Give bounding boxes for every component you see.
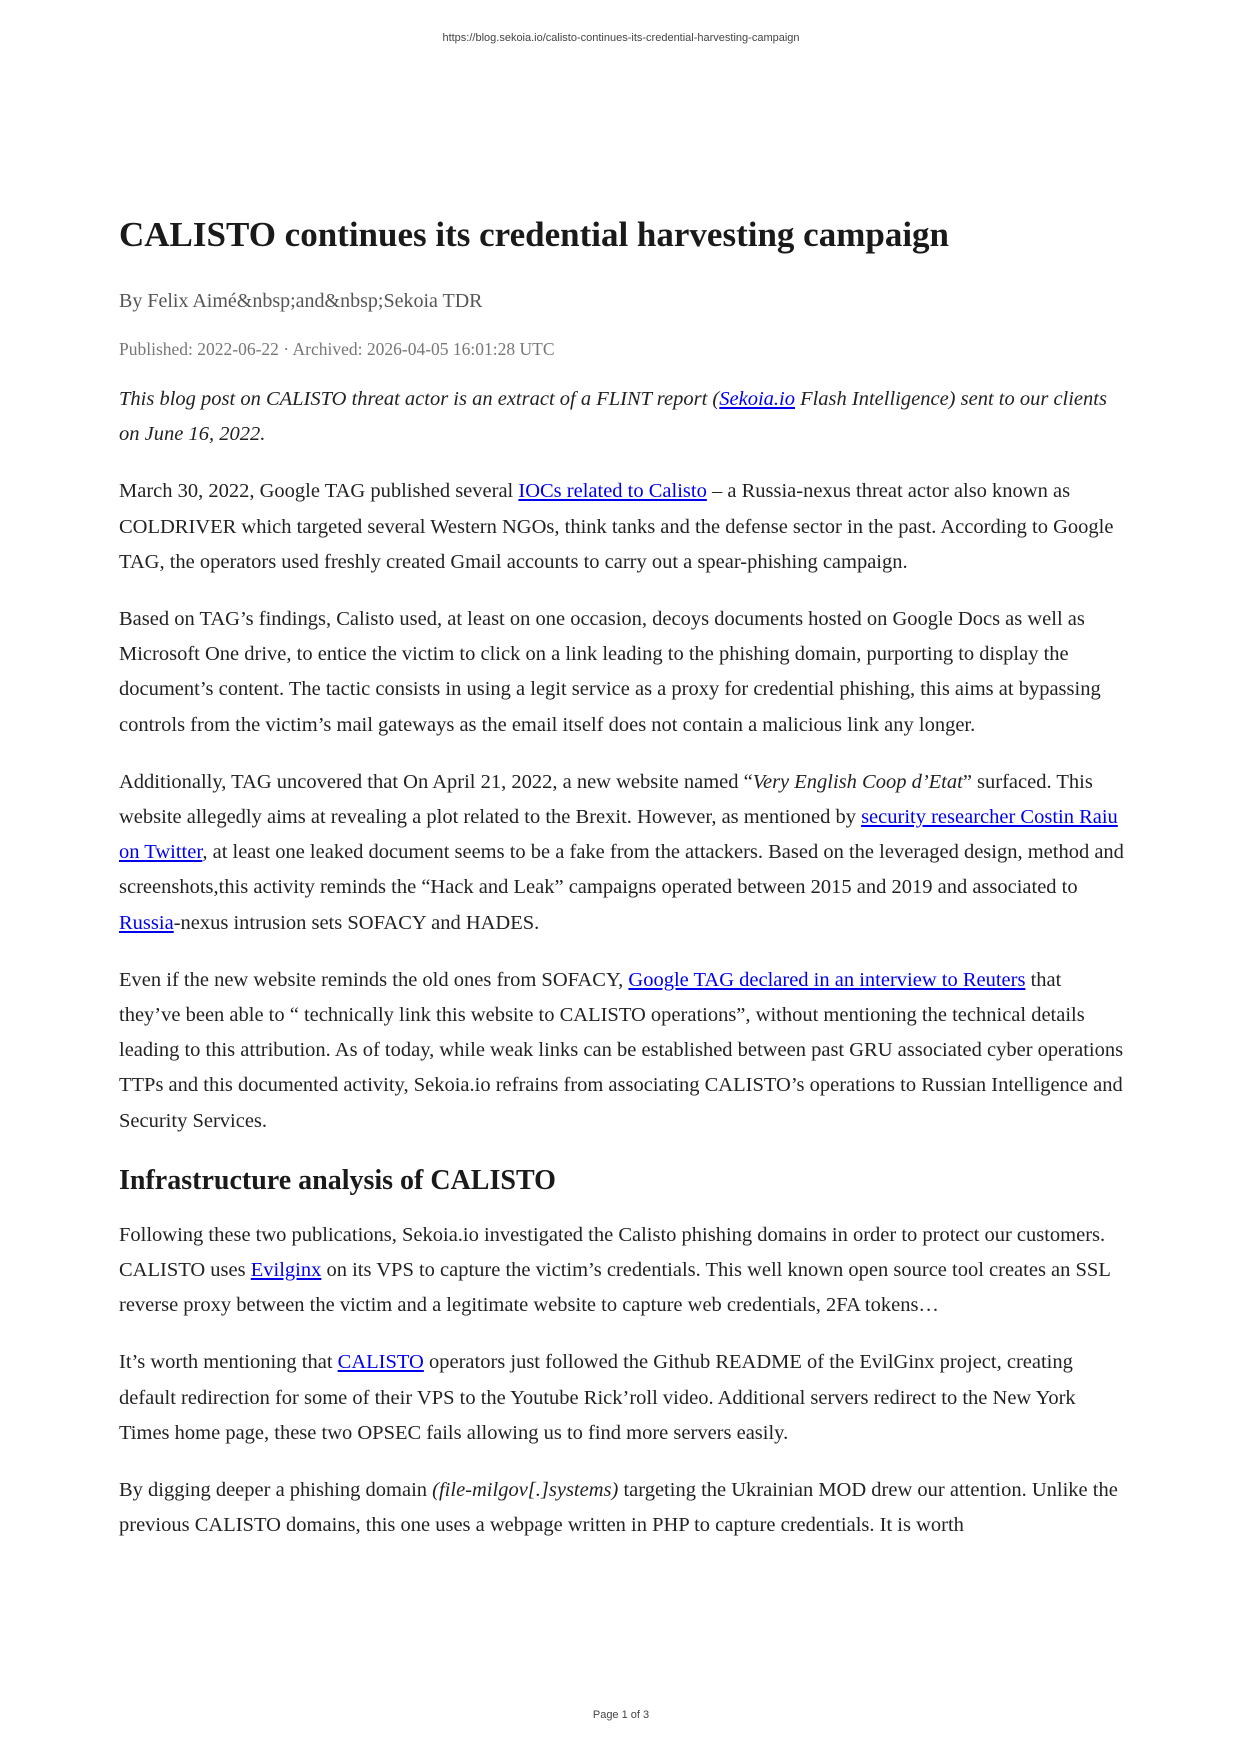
text-segment: Additionally, TAG uncovered that On April 21, 2022, a new website named “ bbox=[119, 770, 753, 793]
text-segment: targeting the Ukrainian MOD drew our attention. Unlike the previous CALISTO domains, this one uses a webpage written in PHP to capture credentials. It is worth bbox=[119, 1479, 1118, 1537]
text-segment: Flash Intelligence) sent to our clients on June 16, 2022. bbox=[119, 388, 1107, 446]
publish-date: Published: 2022-06-22 · Archived: 2026-04-05 16:01:28 UTC bbox=[119, 339, 555, 359]
text-segment: March 30, 2022, Google TAG published several bbox=[119, 480, 519, 503]
text-segment: on its VPS to capture the victim’s credentials. This well known open source tool creates an SSL reverse proxy between the victim and a legitimate website to capture web credentials, 2FA tokens… bbox=[119, 1259, 1111, 1317]
text-segment: Even if the new website reminds the old ones from SOFACY, bbox=[119, 968, 629, 991]
article bbox=[119, 212, 1124, 1565]
text-segment: Following these two publications, Sekoia.io investigated the Calisto phishing domains in order to protect our customers. CALISTO uses bbox=[119, 1223, 1106, 1282]
text-segment: ” surfaced. This website allegedly aims at revealing a plot related to the Brexit. However, as mentioned by bbox=[119, 770, 1093, 829]
paragraph bbox=[119, 602, 1124, 743]
inline-link[interactable]: Russia bbox=[119, 911, 174, 934]
page-number: Page 1 of 3 bbox=[592, 1709, 650, 1721]
text-segment: Very English Coop d’Etat bbox=[752, 770, 963, 793]
paragraph bbox=[119, 765, 1124, 941]
paragraph bbox=[119, 382, 1124, 452]
article-body bbox=[119, 382, 1124, 1543]
text-segment: It’s worth mentioning that bbox=[119, 1351, 338, 1374]
inline-link[interactable]: Evilginx bbox=[250, 1259, 322, 1282]
text-segment: Infrastructure analysis of CALISTO bbox=[119, 1164, 556, 1196]
text-segment: By digging deeper a phishing domain bbox=[119, 1479, 433, 1502]
text-segment: -nexus intrusion sets SOFACY and HADES. bbox=[173, 911, 540, 934]
paragraph bbox=[119, 474, 1124, 580]
inline-link[interactable]: IOCs related to Calisto bbox=[518, 480, 707, 503]
text-segment: This blog post on CALISTO threat actor is an extract of a FLINT report ( bbox=[119, 388, 720, 410]
inline-link[interactable]: Sekoia.io bbox=[719, 388, 795, 410]
text-segment: , at least one leaked document seems to be a fake from the attackers. Based on the leveraged design, method and screenshots,this activity reminds the “Hack and Leak” campaigns operated between 2015 and 2019 and associated to bbox=[119, 841, 1124, 899]
text-segment: (file-milgov[.]systems) bbox=[432, 1479, 619, 1502]
text-segment: operators just followed the Github README of the EvilGinx project, creating default redirection for some of their VPS to the Youtube Rick’roll video. Additional servers redirect to the New York Times home page, these two OPSEC fails allowing us to find more servers easily. bbox=[119, 1351, 1076, 1444]
text-segment: Based on TAG’s findings, Calisto used, at least on one occasion, decoys documents hosted on Google Docs as well as Microsoft One drive, to entice the victim to click on a link leading to the phishing domain, purporting to display the document’s content. The tactic consists in using a legit service as a proxy for credential phishing, this aims at bypassing controls from the victim’s mail gateways as the email itself does not contain a malicious link any longer. bbox=[119, 608, 1101, 736]
section-heading bbox=[119, 1161, 1124, 1201]
paragraph bbox=[119, 1473, 1124, 1543]
text-segment: that they’ve been able to “ technically link this website to CALISTO operations”, without mentioning the technical details leading to this attribution. As of today, while weak links can be established between past GRU associated cyber operations TTPs and this documented activity, Sekoia.io refrains from associating CALISTO’s operations to Russian Intelligence and Security Services. bbox=[119, 968, 1124, 1132]
inline-link[interactable]: CALISTO bbox=[337, 1351, 424, 1374]
inline-link[interactable]: security researcher Costin Raiu on Twitter bbox=[119, 806, 1118, 864]
article-title: CALISTO continues its credential harvesting campaign bbox=[119, 215, 950, 254]
paragraph bbox=[119, 1218, 1124, 1324]
byline: By Felix Aimé&nbsp;and&nbsp;Sekoia TDR bbox=[119, 290, 483, 312]
page-url: https://blog.sekoia.io/calisto-continues-its-credential-harvesting-campaign bbox=[442, 32, 800, 44]
text-segment: – a Russia-nexus threat actor also known as COLDRIVER which targeted several Western NGOs, think tanks and the defense sector in the past. According to Google TAG, the operators used freshly created Gmail accounts to carry out a spear-phishing campaign. bbox=[119, 480, 1114, 573]
paragraph bbox=[119, 963, 1124, 1139]
paragraph bbox=[119, 1345, 1124, 1451]
inline-link[interactable]: Google TAG declared in an interview to Reuters bbox=[628, 968, 1026, 991]
